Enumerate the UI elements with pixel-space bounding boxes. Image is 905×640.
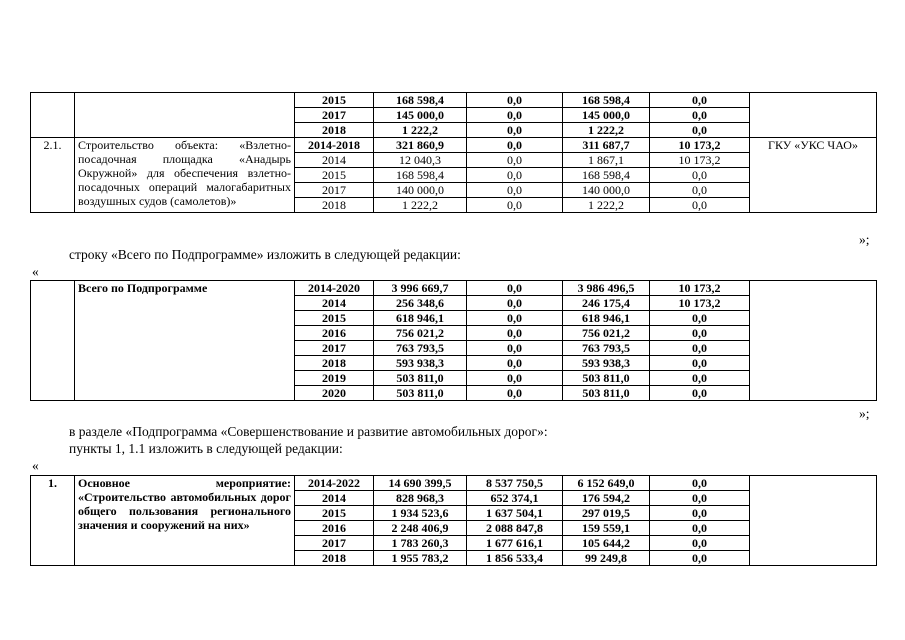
- table-row: [31, 476, 877, 491]
- federal-cell: 0,0: [467, 138, 563, 153]
- total-cell: 14 690 399,5: [374, 476, 467, 491]
- total-cell: 256 348,6: [374, 296, 467, 311]
- local-cell: 10 173,2: [650, 296, 750, 311]
- local-cell: 10 173,2: [650, 138, 750, 153]
- table-row: [31, 138, 877, 153]
- okrug-cell: 756 021,2: [563, 326, 650, 341]
- year-cell: 2016: [295, 326, 374, 341]
- year-cell: 2018: [295, 356, 374, 371]
- executor-cell-empty: [750, 281, 877, 401]
- okrug-cell: 159 559,1: [563, 521, 650, 536]
- local-cell: 10 173,2: [650, 281, 750, 296]
- federal-cell: 2 088 847,8: [467, 521, 563, 536]
- total-cell: 145 000,0: [374, 108, 467, 123]
- year-cell: 2017: [295, 183, 374, 198]
- okrug-cell: 99 249,8: [563, 551, 650, 566]
- year-cell: 2014: [295, 296, 374, 311]
- year-cell: 2017: [295, 108, 374, 123]
- year-cell: 2015: [295, 168, 374, 183]
- local-cell: 0,0: [650, 476, 750, 491]
- local-cell: 0,0: [650, 108, 750, 123]
- okrug-cell: 503 811,0: [563, 386, 650, 401]
- federal-cell: 0,0: [467, 183, 563, 198]
- year-cell: 2015: [295, 93, 374, 108]
- total-cell: 618 946,1: [374, 311, 467, 326]
- federal-cell: 0,0: [467, 198, 563, 213]
- total-cell: 3 996 669,7: [374, 281, 467, 296]
- okrug-cell: 297 019,5: [563, 506, 650, 521]
- year-cell: 2014: [295, 491, 374, 506]
- okrug-cell: 168 598,4: [563, 93, 650, 108]
- item-number: 1.: [31, 476, 75, 566]
- year-cell: 2016: [295, 521, 374, 536]
- federal-cell: 0,0: [467, 93, 563, 108]
- name-cell-empty: [75, 93, 295, 138]
- total-cell: 593 938,3: [374, 356, 467, 371]
- table-upper: [30, 92, 877, 213]
- federal-cell: 0,0: [467, 311, 563, 326]
- year-cell: 2020: [295, 386, 374, 401]
- local-cell: 0,0: [650, 551, 750, 566]
- year-cell: 2014-2022: [295, 476, 374, 491]
- local-cell: 0,0: [650, 491, 750, 506]
- okrug-cell: 1 222,2: [563, 123, 650, 138]
- table-roads: [30, 475, 877, 566]
- total-cell: 168 598,4: [374, 168, 467, 183]
- federal-cell: 1 637 504,1: [467, 506, 563, 521]
- total-cell: 168 598,4: [374, 93, 467, 108]
- total-cell: 503 811,0: [374, 371, 467, 386]
- local-cell: 0,0: [650, 356, 750, 371]
- local-cell: 0,0: [650, 311, 750, 326]
- federal-cell: 0,0: [467, 281, 563, 296]
- total-cell: 1 955 783,2: [374, 551, 467, 566]
- okrug-cell: 246 175,4: [563, 296, 650, 311]
- okrug-cell: 105 644,2: [563, 536, 650, 551]
- total-cell: 321 860,9: [374, 138, 467, 153]
- okrug-cell: 145 000,0: [563, 108, 650, 123]
- local-cell: 0,0: [650, 386, 750, 401]
- okrug-cell: 618 946,1: [563, 311, 650, 326]
- instruction-line-1: строку «Всего по Подпрограмме» изложить в следующей редакции:: [69, 247, 461, 262]
- federal-cell: 0,0: [467, 356, 563, 371]
- total-cell: 828 968,3: [374, 491, 467, 506]
- federal-cell: 652 374,1: [467, 491, 563, 506]
- year-cell: 2017: [295, 536, 374, 551]
- instruction-line-2: в разделе «Подпрограмма «Совершенствование и развитие автомобильных дорог»:: [69, 424, 548, 439]
- closing-quote-2: »;: [859, 406, 870, 421]
- okrug-cell: 763 793,5: [563, 341, 650, 356]
- table-total: [30, 280, 877, 401]
- item-number: 2.1.: [31, 138, 75, 213]
- local-cell: 0,0: [650, 371, 750, 386]
- num-cell-empty: [31, 281, 75, 401]
- total-label: Всего по Подпрограмме: [75, 281, 295, 401]
- total-cell: 12 040,3: [374, 153, 467, 168]
- local-cell: 0,0: [650, 123, 750, 138]
- total-cell: 1 783 260,3: [374, 536, 467, 551]
- year-cell: 2015: [295, 506, 374, 521]
- year-cell: 2014-2020: [295, 281, 374, 296]
- total-cell: 2 248 406,9: [374, 521, 467, 536]
- instruction-line-3: пункты 1, 1.1 изложить в следующей редакции:: [69, 441, 343, 456]
- okrug-cell: 1 222,2: [563, 198, 650, 213]
- total-cell: 140 000,0: [374, 183, 467, 198]
- item-name: Основное мероприятие: «Строительство автомобильных дорог общего пользования регионального значения и сооружений на них»: [75, 476, 295, 566]
- year-cell: 2017: [295, 341, 374, 356]
- year-cell: 2018: [295, 198, 374, 213]
- okrug-cell: 311 687,7: [563, 138, 650, 153]
- federal-cell: 1 856 533,4: [467, 551, 563, 566]
- year-cell: 2015: [295, 311, 374, 326]
- okrug-cell: 3 986 496,5: [563, 281, 650, 296]
- local-cell: 0,0: [650, 506, 750, 521]
- federal-cell: 0,0: [467, 168, 563, 183]
- year-cell: 2018: [295, 551, 374, 566]
- federal-cell: 0,0: [467, 108, 563, 123]
- local-cell: 0,0: [650, 168, 750, 183]
- local-cell: 0,0: [650, 521, 750, 536]
- table-row: [31, 93, 877, 108]
- okrug-cell: 140 000,0: [563, 183, 650, 198]
- year-cell: 2018: [295, 123, 374, 138]
- local-cell: 0,0: [650, 198, 750, 213]
- executor-cell-empty: [750, 476, 877, 566]
- year-cell: 2014: [295, 153, 374, 168]
- total-cell: 763 793,5: [374, 341, 467, 356]
- federal-cell: 0,0: [467, 371, 563, 386]
- total-cell: 1 222,2: [374, 198, 467, 213]
- okrug-cell: 593 938,3: [563, 356, 650, 371]
- federal-cell: 0,0: [467, 123, 563, 138]
- local-cell: 10 173,2: [650, 153, 750, 168]
- item-name: Строительство объекта: «Взлетно-посадочная площадка «Анадырь Окружной» для обеспечения взлетно-посадочных операций малогабаритных воздушных судов (самолетов)»: [75, 138, 295, 213]
- executor-cell-empty: [750, 93, 877, 138]
- federal-cell: 0,0: [467, 326, 563, 341]
- federal-cell: 1 677 616,1: [467, 536, 563, 551]
- year-cell: 2014-2018: [295, 138, 374, 153]
- total-cell: 1 934 523,6: [374, 506, 467, 521]
- closing-quote-1: »;: [859, 232, 870, 247]
- local-cell: 0,0: [650, 341, 750, 356]
- total-cell: 756 021,2: [374, 326, 467, 341]
- executor-cell: ГКУ «УКС ЧАО»: [750, 138, 877, 213]
- opening-quote-1: «: [32, 264, 39, 279]
- okrug-cell: 176 594,2: [563, 491, 650, 506]
- okrug-cell: 168 598,4: [563, 168, 650, 183]
- federal-cell: 0,0: [467, 296, 563, 311]
- total-cell: 503 811,0: [374, 386, 467, 401]
- okrug-cell: 6 152 649,0: [563, 476, 650, 491]
- num-cell-empty: [31, 93, 75, 138]
- opening-quote-2: «: [32, 458, 39, 473]
- federal-cell: 8 537 750,5: [467, 476, 563, 491]
- federal-cell: 0,0: [467, 153, 563, 168]
- okrug-cell: 1 867,1: [563, 153, 650, 168]
- table-row: [31, 281, 877, 296]
- local-cell: 0,0: [650, 326, 750, 341]
- total-cell: 1 222,2: [374, 123, 467, 138]
- local-cell: 0,0: [650, 183, 750, 198]
- federal-cell: 0,0: [467, 341, 563, 356]
- year-cell: 2019: [295, 371, 374, 386]
- okrug-cell: 503 811,0: [563, 371, 650, 386]
- local-cell: 0,0: [650, 536, 750, 551]
- local-cell: 0,0: [650, 93, 750, 108]
- federal-cell: 0,0: [467, 386, 563, 401]
